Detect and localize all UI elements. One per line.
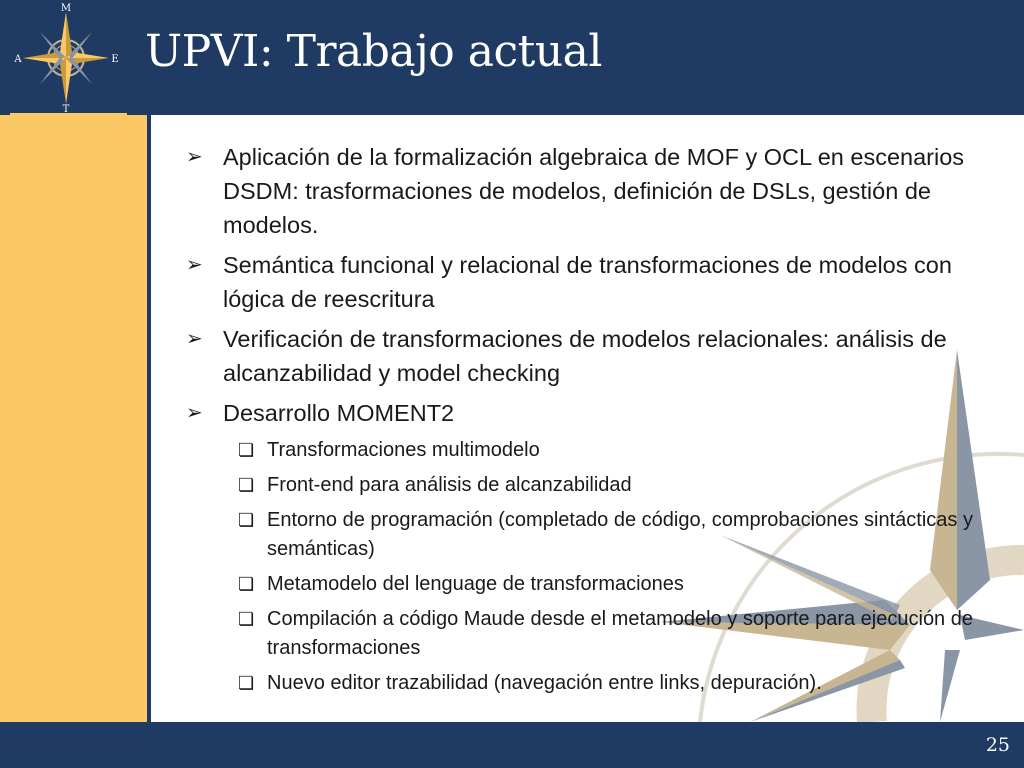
sub-bullet-item	[186, 669, 986, 698]
arrow-bullet-icon: ➢	[186, 328, 203, 350]
left-accent-strip	[0, 115, 147, 722]
logo-letter-east: E	[111, 54, 119, 65]
bullet-text: Compilación a código Maude desde el metamodelo y soporte para ejecución de transformaciones	[267, 608, 973, 659]
bullet-text: Nuevo editor trazabilidad (navegación entre links, depuración).	[267, 672, 822, 694]
compass-logo-icon	[5, 0, 127, 115]
logo-letter-south: T	[62, 104, 70, 115]
bullet-list	[186, 140, 986, 704]
slide-title: UPVI: Trabajo actual	[145, 26, 602, 77]
arrow-bullet-icon: ➢	[186, 254, 203, 276]
footer-bar	[0, 722, 1024, 768]
bullet-item	[186, 396, 986, 430]
sub-bullet-item	[186, 506, 986, 564]
sub-bullet-item	[186, 570, 986, 599]
sub-bullet-item	[186, 436, 986, 465]
bullet-text: Aplicación de la formalización algebraica de MOF y OCL en escenarios DSDM: trasformaciones de modelos, definición de DSLs, gestión de modelos.	[223, 144, 965, 238]
bullet-text: Front-end para análisis de alcanzabilidad	[267, 474, 632, 496]
bullet-text: Transformaciones multimodelo	[267, 439, 540, 461]
left-divider	[147, 115, 151, 722]
checkbox-bullet-icon: ❏	[238, 440, 255, 460]
arrow-bullet-icon: ➢	[186, 146, 203, 168]
bullet-item	[186, 322, 986, 390]
logo-letter-north: M	[60, 3, 72, 14]
page-number: 25	[985, 734, 1010, 756]
bullet-item	[186, 140, 986, 242]
checkbox-bullet-icon: ❏	[238, 574, 255, 594]
checkbox-bullet-icon: ❏	[238, 475, 255, 495]
sub-bullet-item	[186, 471, 986, 500]
bullet-text: Metamodelo del lenguage de transformaciones	[267, 573, 684, 595]
arrow-bullet-icon: ➢	[186, 402, 203, 424]
bullet-text: Semántica funcional y relacional de transformaciones de modelos con lógica de reescritura	[223, 252, 952, 312]
bullet-text: Entorno de programación (completado de código, comprobaciones sintácticas y semánticas)	[267, 509, 973, 560]
checkbox-bullet-icon: ❏	[238, 510, 255, 530]
logo-letter-west: A	[14, 54, 22, 65]
bullet-item	[186, 248, 986, 316]
sub-bullet-item	[186, 605, 986, 663]
checkbox-bullet-icon: ❏	[238, 673, 255, 693]
checkbox-bullet-icon: ❏	[238, 609, 255, 629]
bullet-text: Verificación de transformaciones de modelos relacionales: análisis de alcanzabilidad y model checking	[223, 326, 947, 386]
bullet-text: Desarrollo MOMENT2	[223, 400, 455, 426]
